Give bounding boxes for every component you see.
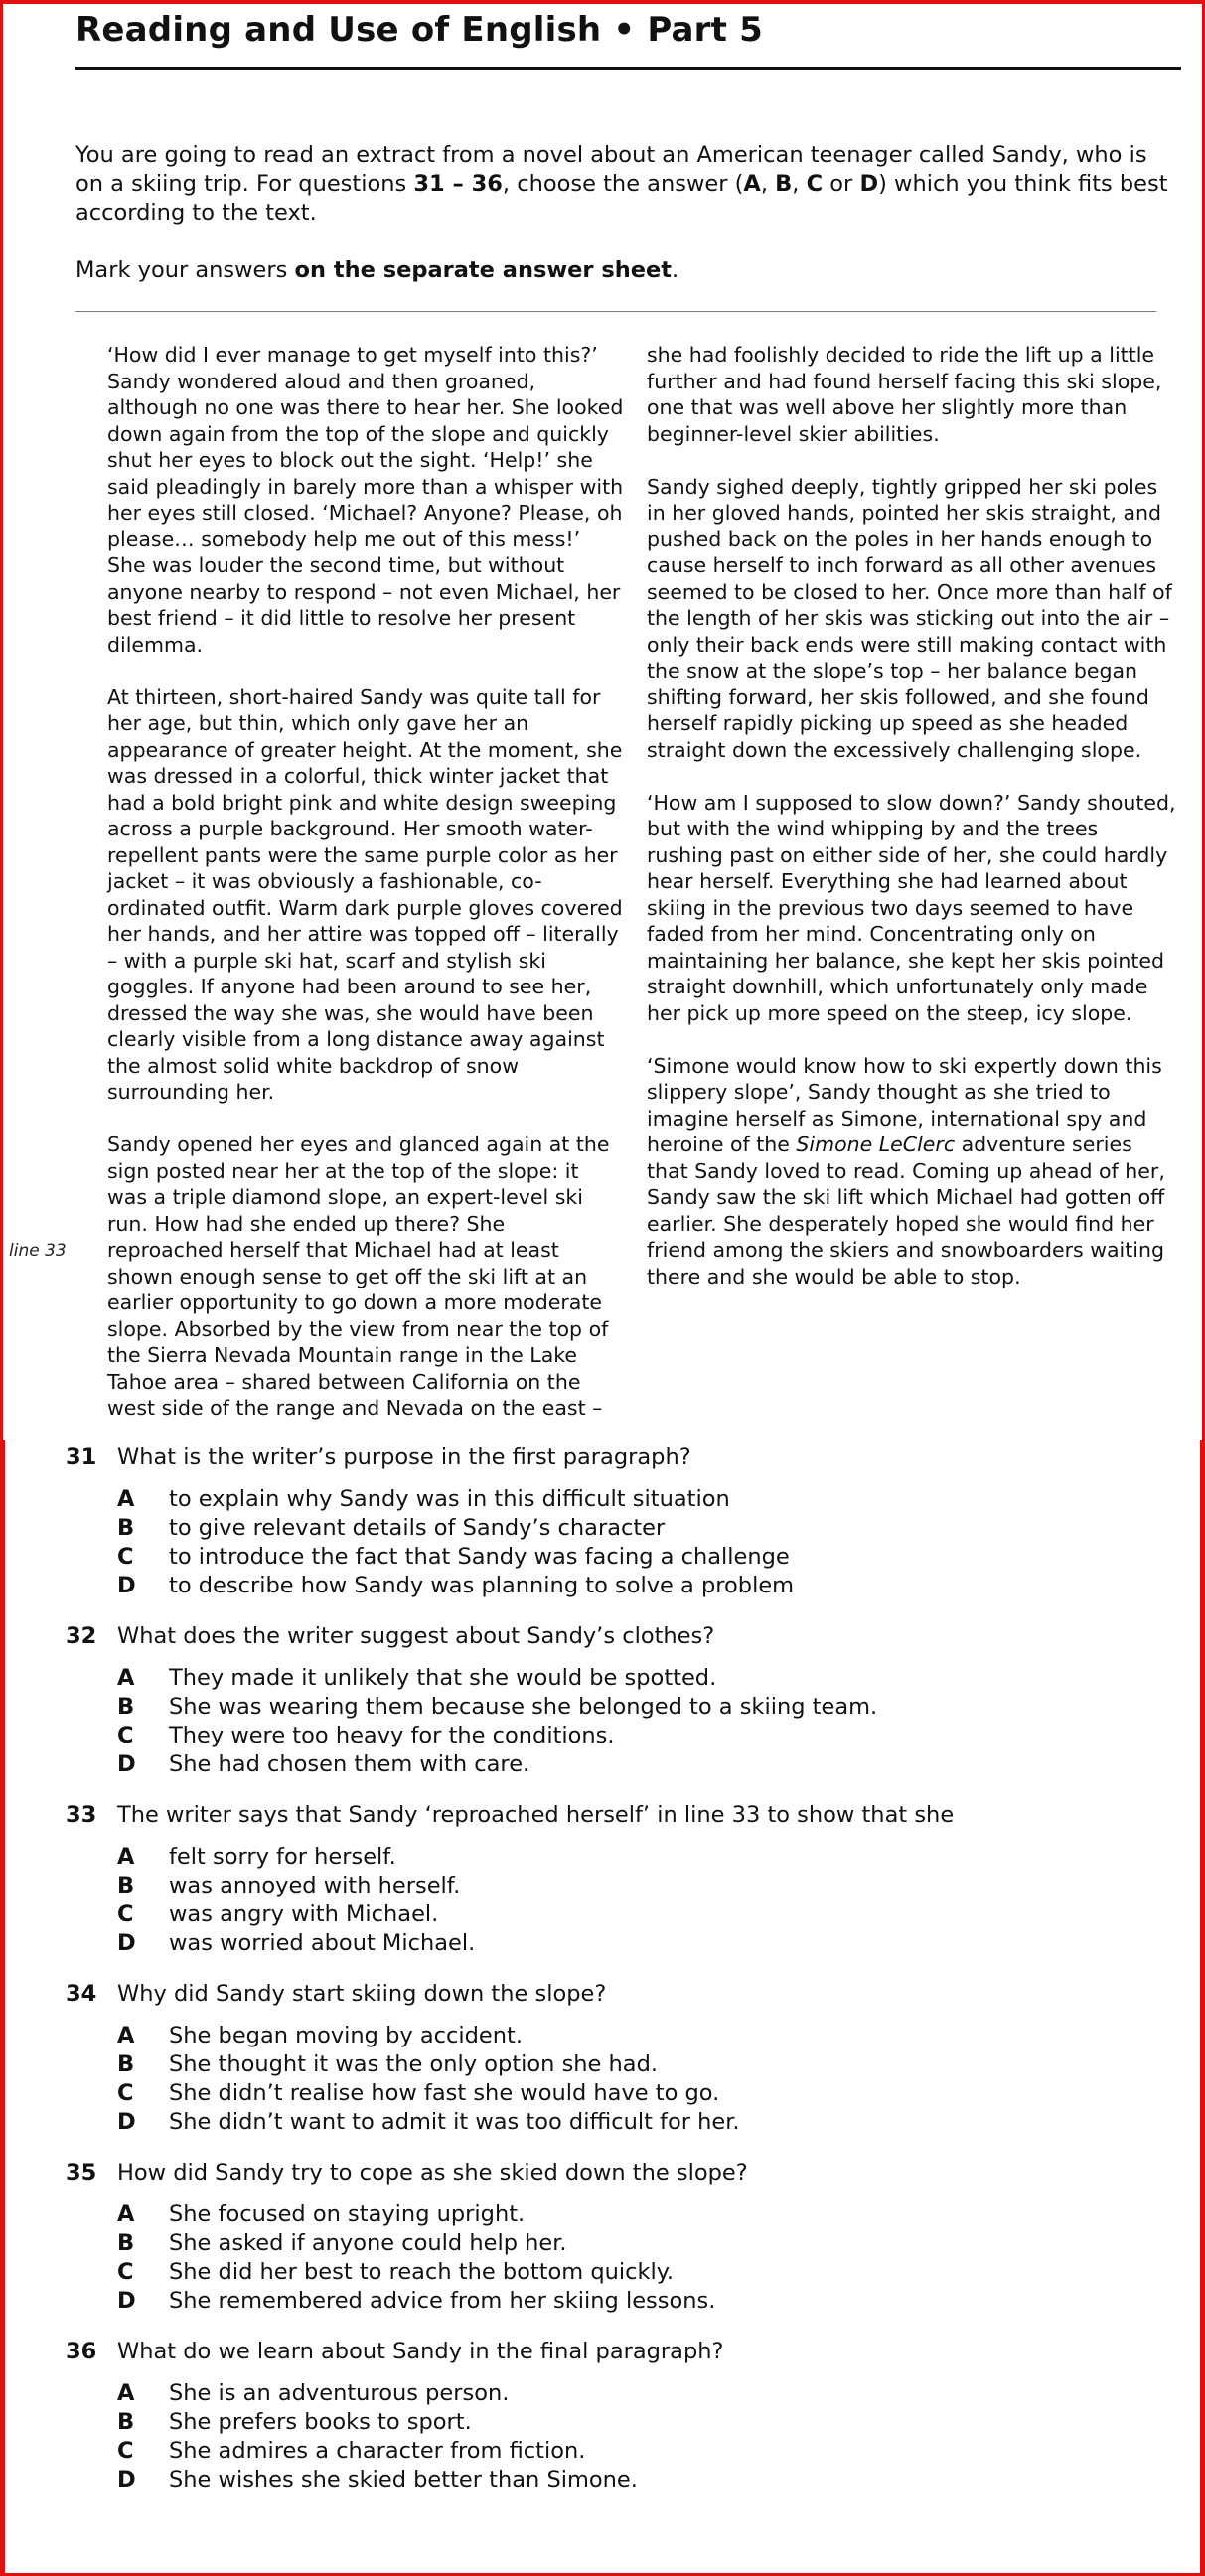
answer-option-a[interactable]	[66, 1485, 1158, 1514]
answer-option-b[interactable]	[66, 1872, 1158, 1900]
option-text: felt sorry for herself.	[169, 1844, 396, 1870]
option-letter: A	[117, 2023, 135, 2048]
option-letter: D	[117, 2288, 136, 2314]
questions-list	[66, 1443, 1158, 2516]
series-title: Simone LeClerc	[796, 1133, 956, 1156]
answer-option-c[interactable]	[66, 2079, 1158, 2108]
option-letter: A	[117, 1486, 135, 1512]
option-text: They made it unlikely that she would be spotted.	[169, 1665, 717, 1691]
option-letter: A	[117, 1665, 135, 1691]
option-letter: A	[117, 2380, 135, 2406]
answer-option-d[interactable]	[66, 1750, 1158, 1779]
option-letter: C	[117, 2259, 134, 2285]
option-letter: B	[117, 2230, 135, 2256]
title-rule	[75, 67, 1181, 70]
option-text: She is an adventurous person.	[169, 2380, 510, 2406]
option-text: She began moving by accident.	[169, 2023, 523, 2048]
option-letter: D	[117, 2467, 136, 2493]
option-letter: C	[117, 1544, 134, 1570]
answer-option-a[interactable]	[66, 2379, 1158, 2408]
instructions-main: You are going to read an extract from a novel about an American teenager called Sandy, who is on a skiing trip. For questions 31 – 36, choose the answer (A, B, C or D) which you think fits best according to the text.	[75, 142, 1168, 226]
option-letter: B	[117, 2409, 135, 2435]
paragraph: Sandy sighed deeply, tightly gripped her ski poles in her gloved hands, pointed her skis straight, and pushed back on the poles in her hands enough to cause herself to inch forward as all other avenues seemed to be closed to her. Once more than half of the length of her skis was sticking out into the air – only their back ends were still making contact with the snow at the slope’s top – her balance began shifting forward, her skis followed, and she found herself rapidly picking up speed as she headed straight down the excessively challenging slope.	[647, 474, 1172, 762]
option-text: She didn’t realise how fast she would have to go.	[169, 2080, 720, 2106]
option-text: to give relevant details of Sandy’s character	[169, 1515, 666, 1541]
question-33	[66, 1801, 1158, 1958]
paragraph: ‘Simone would know how to ski expertly down this slippery slope’, Sandy thought as she tried to imagine herself as Simone, international spy and heroine of the Simone LeClerc adventure series that Sandy loved to read. Coming up ahead of her, Sandy saw the ski lift which Michael had gotten off earlier. She desperately hoped she would find her friend among the skiers and snowboarders waiting there and she would be able to stop.	[647, 1053, 1165, 1288]
option-letter: B	[117, 1873, 135, 1898]
option-text: They were too heavy for the conditions.	[169, 1723, 615, 1748]
option-letter: D	[117, 1751, 136, 1777]
question-31	[66, 1443, 1158, 1600]
question-stem: Why did Sandy start skiing down the slope?	[117, 1981, 607, 2007]
answer-option-b[interactable]	[66, 2050, 1158, 2079]
instructions	[75, 141, 1178, 285]
option-text: She admires a character from fiction.	[169, 2438, 586, 2464]
instructions-mark: Mark your answers on the separate answer sheet.	[75, 257, 679, 283]
answer-option-d[interactable]	[66, 1929, 1158, 1958]
option-letter: C	[117, 2438, 134, 2464]
paragraph: ‘How am I supposed to slow down?’ Sandy shouted, but with the wind whipping by and the trees rushing past on either side of her, she could hardly hear herself. Everything she had learned about skiing in the previous two days seemed to have faded from her mind. Concentrating only on maintaining her balance, she kept her skis pointed straight downhill, which unfortunately only made her pick up more speed on the steep, icy slope.	[647, 790, 1176, 1025]
question-number: 33	[66, 1802, 97, 1828]
option-text: was annoyed with herself.	[169, 1873, 461, 1898]
answer-option-a[interactable]	[66, 1664, 1158, 1693]
answer-option-a[interactable]	[66, 2200, 1158, 2229]
option-letter: B	[117, 1515, 135, 1541]
option-letter: D	[117, 1930, 136, 1956]
question-number: 36	[66, 2339, 97, 2364]
paragraph: ‘How did I ever manage to get myself into this?’ Sandy wondered aloud and then groaned, although no one was there to hear her. She looked down again from the top of the slope and quickly shut her eyes to block out the sight. ‘Help!’ she said pleadingly in barely more than a whisper with her eyes still closed. ‘Michael? Anyone? Please, oh please… somebody help me out of this mess!’ She was louder the second time, but without anyone nearby to respond – not even Michael, her best friend – it did little to resolve her present dilemma.	[107, 343, 624, 657]
paragraph: Sandy opened her eyes and glanced again at the sign posted near her at the top of the slope: it was a triple diamond slope, an expert-level ski run. How had she ended up there? She reproached herself that Michael had at least shown enough sense to get off the ski lift at an earlier opportunity to go down a more moderate slope. Absorbed by the view from near the top of the Sierra Nevada Mountain range in the Lake Tahoe area – shared between California on the west side of the range and Nevada on the east –	[107, 1133, 610, 1420]
option-text: to explain why Sandy was in this difficult situation	[169, 1486, 730, 1512]
option-text: She thought it was the only option she had.	[169, 2051, 659, 2077]
answer-option-d[interactable]	[66, 2287, 1158, 2316]
answer-option-c[interactable]	[66, 2258, 1158, 2287]
option-text: to describe how Sandy was planning to solve a problem	[169, 1573, 795, 1598]
question-number: 34	[66, 1981, 97, 2007]
question-34	[66, 1980, 1158, 2137]
option-text: was worried about Michael.	[169, 1930, 476, 1956]
option-text: She wishes she skied better than Simone.	[169, 2467, 638, 2493]
option-text: She had chosen them with care.	[169, 1751, 530, 1777]
answer-option-b[interactable]	[66, 2408, 1158, 2437]
option-letter: A	[117, 1844, 135, 1870]
option-letter: D	[117, 1573, 136, 1598]
answer-option-c[interactable]	[66, 1543, 1158, 1572]
question-number: 35	[66, 2160, 97, 2186]
option-text: She remembered advice from her skiing lessons.	[169, 2288, 716, 2314]
answer-option-d[interactable]	[66, 2108, 1158, 2137]
question-number: 31	[66, 1444, 97, 1470]
option-letter: D	[117, 2109, 136, 2135]
question-stem: The writer says that Sandy ‘reproached herself’ in line 33 to show that she	[117, 1802, 955, 1828]
paragraph: she had foolishly decided to ride the lift up a little further and had found herself facing this ski slope, one that was well above her slightly more than beginner-level skier abilities.	[647, 343, 1162, 446]
option-text: was angry with Michael.	[169, 1901, 439, 1927]
text-column-right	[647, 342, 1178, 1316]
answer-option-b[interactable]	[66, 2229, 1158, 2258]
question-35	[66, 2159, 1158, 2316]
answer-option-b[interactable]	[66, 1693, 1158, 1722]
question-36	[66, 2338, 1158, 2495]
line-number-marker: line 33	[9, 1241, 67, 1261]
option-letter: B	[117, 2051, 135, 2077]
option-letter: C	[117, 2080, 134, 2106]
question-stem: What do we learn about Sandy in the final paragraph?	[117, 2339, 724, 2364]
option-text: She didn’t want to admit it was too difficult for her.	[169, 2109, 740, 2135]
option-text: to introduce the fact that Sandy was facing a challenge	[169, 1544, 790, 1570]
option-letter: A	[117, 2201, 135, 2227]
page-title: Reading and Use of English • Part 5	[75, 10, 763, 50]
question-stem: What is the writer’s purpose in the first paragraph?	[117, 1444, 691, 1470]
answer-option-d[interactable]	[66, 2466, 1158, 2495]
answer-option-a[interactable]	[66, 2022, 1158, 2050]
instructions-rule	[75, 311, 1156, 312]
paragraph: At thirteen, short-haired Sandy was quite tall for her age, but thin, which only gave her an appearance of greater height. At the moment, she was dressed in a colorful, thick winter jacket that had a bold bright pink and white design sweeping across a purple background. Her smooth water-repellent pants were the same purple color as her jacket – it was obviously a fashionable, co-ordinated outfit. Warm dark purple gloves covered her hands, and her attire was topped off – literally – with a purple ski hat, scarf and stylish ski goggles. If anyone had been around to see her, dressed the way she was, she would have been clearly visible from a long distance away against the almost solid white backdrop of snow surrounding her.	[107, 684, 623, 1104]
option-text: She asked if anyone could help her.	[169, 2230, 567, 2256]
answer-option-c[interactable]	[66, 1900, 1158, 1929]
option-letter: B	[117, 1694, 135, 1720]
question-stem: How did Sandy try to cope as she skied down the slope?	[117, 2160, 748, 2186]
answer-option-a[interactable]	[66, 1843, 1158, 1872]
option-text: She prefers books to sport.	[169, 2409, 472, 2435]
question-32	[66, 1622, 1158, 1779]
option-text: She did her best to reach the bottom quickly.	[169, 2259, 675, 2285]
option-letter: C	[117, 1723, 134, 1748]
answer-option-c[interactable]	[66, 1722, 1158, 1750]
answer-option-d[interactable]	[66, 1572, 1158, 1600]
question-number: 32	[66, 1623, 97, 1649]
text-column-left	[107, 342, 624, 1447]
answer-option-b[interactable]	[66, 1514, 1158, 1543]
option-text: She was wearing them because she belonged to a skiing team.	[169, 1694, 878, 1720]
option-letter: C	[117, 1901, 134, 1927]
question-stem: What does the writer suggest about Sandy’s clothes?	[117, 1623, 715, 1649]
option-text: She focused on staying upright.	[169, 2201, 526, 2227]
answer-option-c[interactable]	[66, 2437, 1158, 2466]
